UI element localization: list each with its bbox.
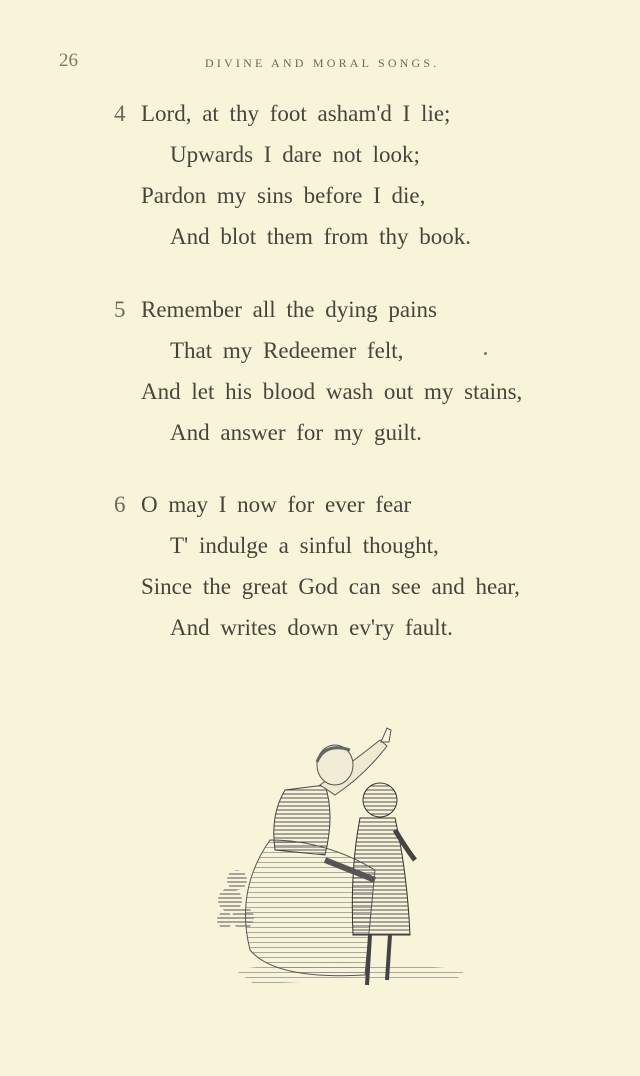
mother-torso <box>274 785 330 855</box>
verse-line: That my Redeemer felt, <box>170 338 404 363</box>
stanza-number: 6 <box>114 492 126 517</box>
child-head <box>363 783 397 817</box>
verse-line: T' indulge a sinful thought, <box>170 533 439 558</box>
stanza-number: 4 <box>114 101 126 126</box>
running-head: DIVINE AND MORAL SONGS. <box>205 56 440 70</box>
engraving-mother-and-child <box>175 720 485 1010</box>
verse-line: Upwards I dare not look; <box>170 142 420 167</box>
mother-hand <box>381 728 391 742</box>
verse-line: And blot them from thy book. <box>170 224 471 249</box>
verse-line: O may I now for ever fear <box>141 492 412 517</box>
print-speck <box>484 352 487 355</box>
stanza-number: 5 <box>114 297 126 322</box>
verse-line: Lord, at thy foot asham'd I lie; <box>141 101 451 126</box>
mother-head <box>317 745 353 785</box>
verse-line: Remember all the dying pains <box>141 297 437 322</box>
verse-line: Since the great God can see and hear, <box>141 574 520 599</box>
page-number: 26 <box>59 50 78 71</box>
verse-line: And answer for my guilt. <box>170 420 422 445</box>
verse-line: Pardon my sins before I die, <box>141 183 426 208</box>
verse-line: And let his blood wash out my stains, <box>141 379 523 404</box>
verse-line: And writes down ev'ry fault. <box>170 615 453 640</box>
